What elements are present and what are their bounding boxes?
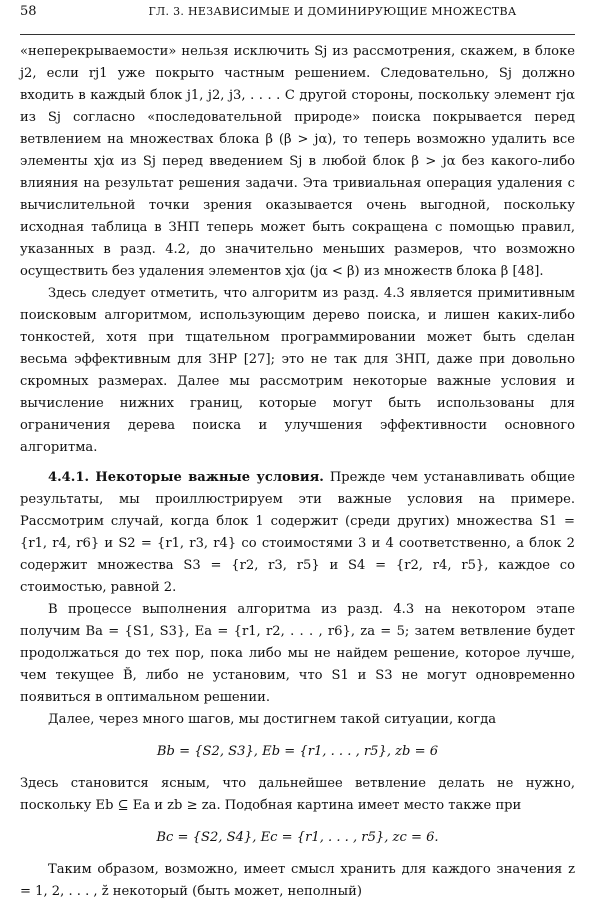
page-header	[20, 0, 575, 35]
page-number: 58	[20, 4, 37, 19]
paragraph-3: Прежде чем устанавливать общие результаты, мы проиллюстрируем эти важные условия на примере. Рассмотрим случай, когда блок 1 содержит (среди других) множества S1 = {r1, r4, r6} и S2 = {r1, r3, r4} со стоимостями 3 и 4 соответственно, а блок 2 содержит множества S3 = {r2, r3, r5} и S4 = {r2, r4, r5}, каждое со стоимостью, равной 2.	[20, 470, 575, 595]
section-paragraph	[20, 467, 575, 599]
paragraph-6: Здесь становится ясным, что дальнейшее ветвление делать не нужно, поскольку Eb ⊆ Ea и zb ≥ za. Подобная картина имеет место также при	[20, 776, 575, 813]
equation-1: Bb = {S2, S3}, Eb = {r1, . . . , r5}, zb = 6	[156, 744, 439, 759]
paragraph-4: В процессе выполнения алгоритма из разд. 4.3 на некотором этапе получим Ba = {S1, S3}, Ea = {r1, r2, . . . , r6}, za = 5; затем ветвление будет продолжаться до тех пор, пока либо мы не найдем решение, которое лучше, чем текущее B̆, либо не установим, что S1 и S3 не могут одновременно появиться в оптимальном решении.	[20, 602, 575, 705]
equation-2: Bc = {S2, S4}, Ec = {r1, . . . , r5}, zc = 6.	[156, 830, 439, 845]
section-title: 4.4.1. Некоторые важные условия.	[48, 470, 324, 485]
paragraph-2: Здесь следует отметить, что алгоритм из разд. 4.3 является примитивным поисковым алгоритмом, использующим дерево поиска, и лишен каких-либо тонкостей, хотя при тщательном программировании может быть сделан весьма эффективным для ЗНР [27]; это не так для ЗНП, даже при довольно скромных размерах. Далее мы рассмотрим некоторые важные условия и вычисление нижних границ, которые могут быть использованы для ограничения дерева поиска и улучшения эффективности основного алгоритма.	[20, 286, 575, 455]
book-page	[20, 0, 575, 903]
body-text	[20, 35, 575, 903]
paragraph-5: Далее, через много шагов, мы достигнем такой ситуации, когда	[48, 712, 497, 727]
running-title: ГЛ. 3. НЕЗАВИСИМЫЕ И ДОМИНИРУЮЩИЕ МНОЖЕСТВА	[148, 5, 517, 18]
paragraph-1: «неперекрываемости» нельзя исключить Sj из рассмотрения, скажем, в блоке j2, если rj1 уже покрыто частным решением. Следовательно, Sj должно входить в каждый блок j1, j2, j3, . . . . С другой стороны, поскольку элемент rjα из Sj согласно «последовательной природе» поиска покрывается перед ветвлением на множествах блока β (β > jα), то теперь возможно удалить все элементы xjα из Sj перед введением Sj в любой блок β > jα без какого-либо влияния на результат решения задачи. Эта тривиальная операция удаления с вычислительной точки зрения оказывается очень выгодной, поскольку исходная таблица в ЗНП теперь может быть сокращена с помощью правил, указанных в разд. 4.2, до значительно меньших размеров, что возможно осуществить без удаления элементов xjα (jα < β) из множеств блока β [48].	[20, 44, 575, 279]
paragraph-7: Таким образом, возможно, имеет смысл хранить для каждого значения z = 1, 2, . . . , z̆ некоторый (быть может, неполный)	[20, 862, 575, 899]
